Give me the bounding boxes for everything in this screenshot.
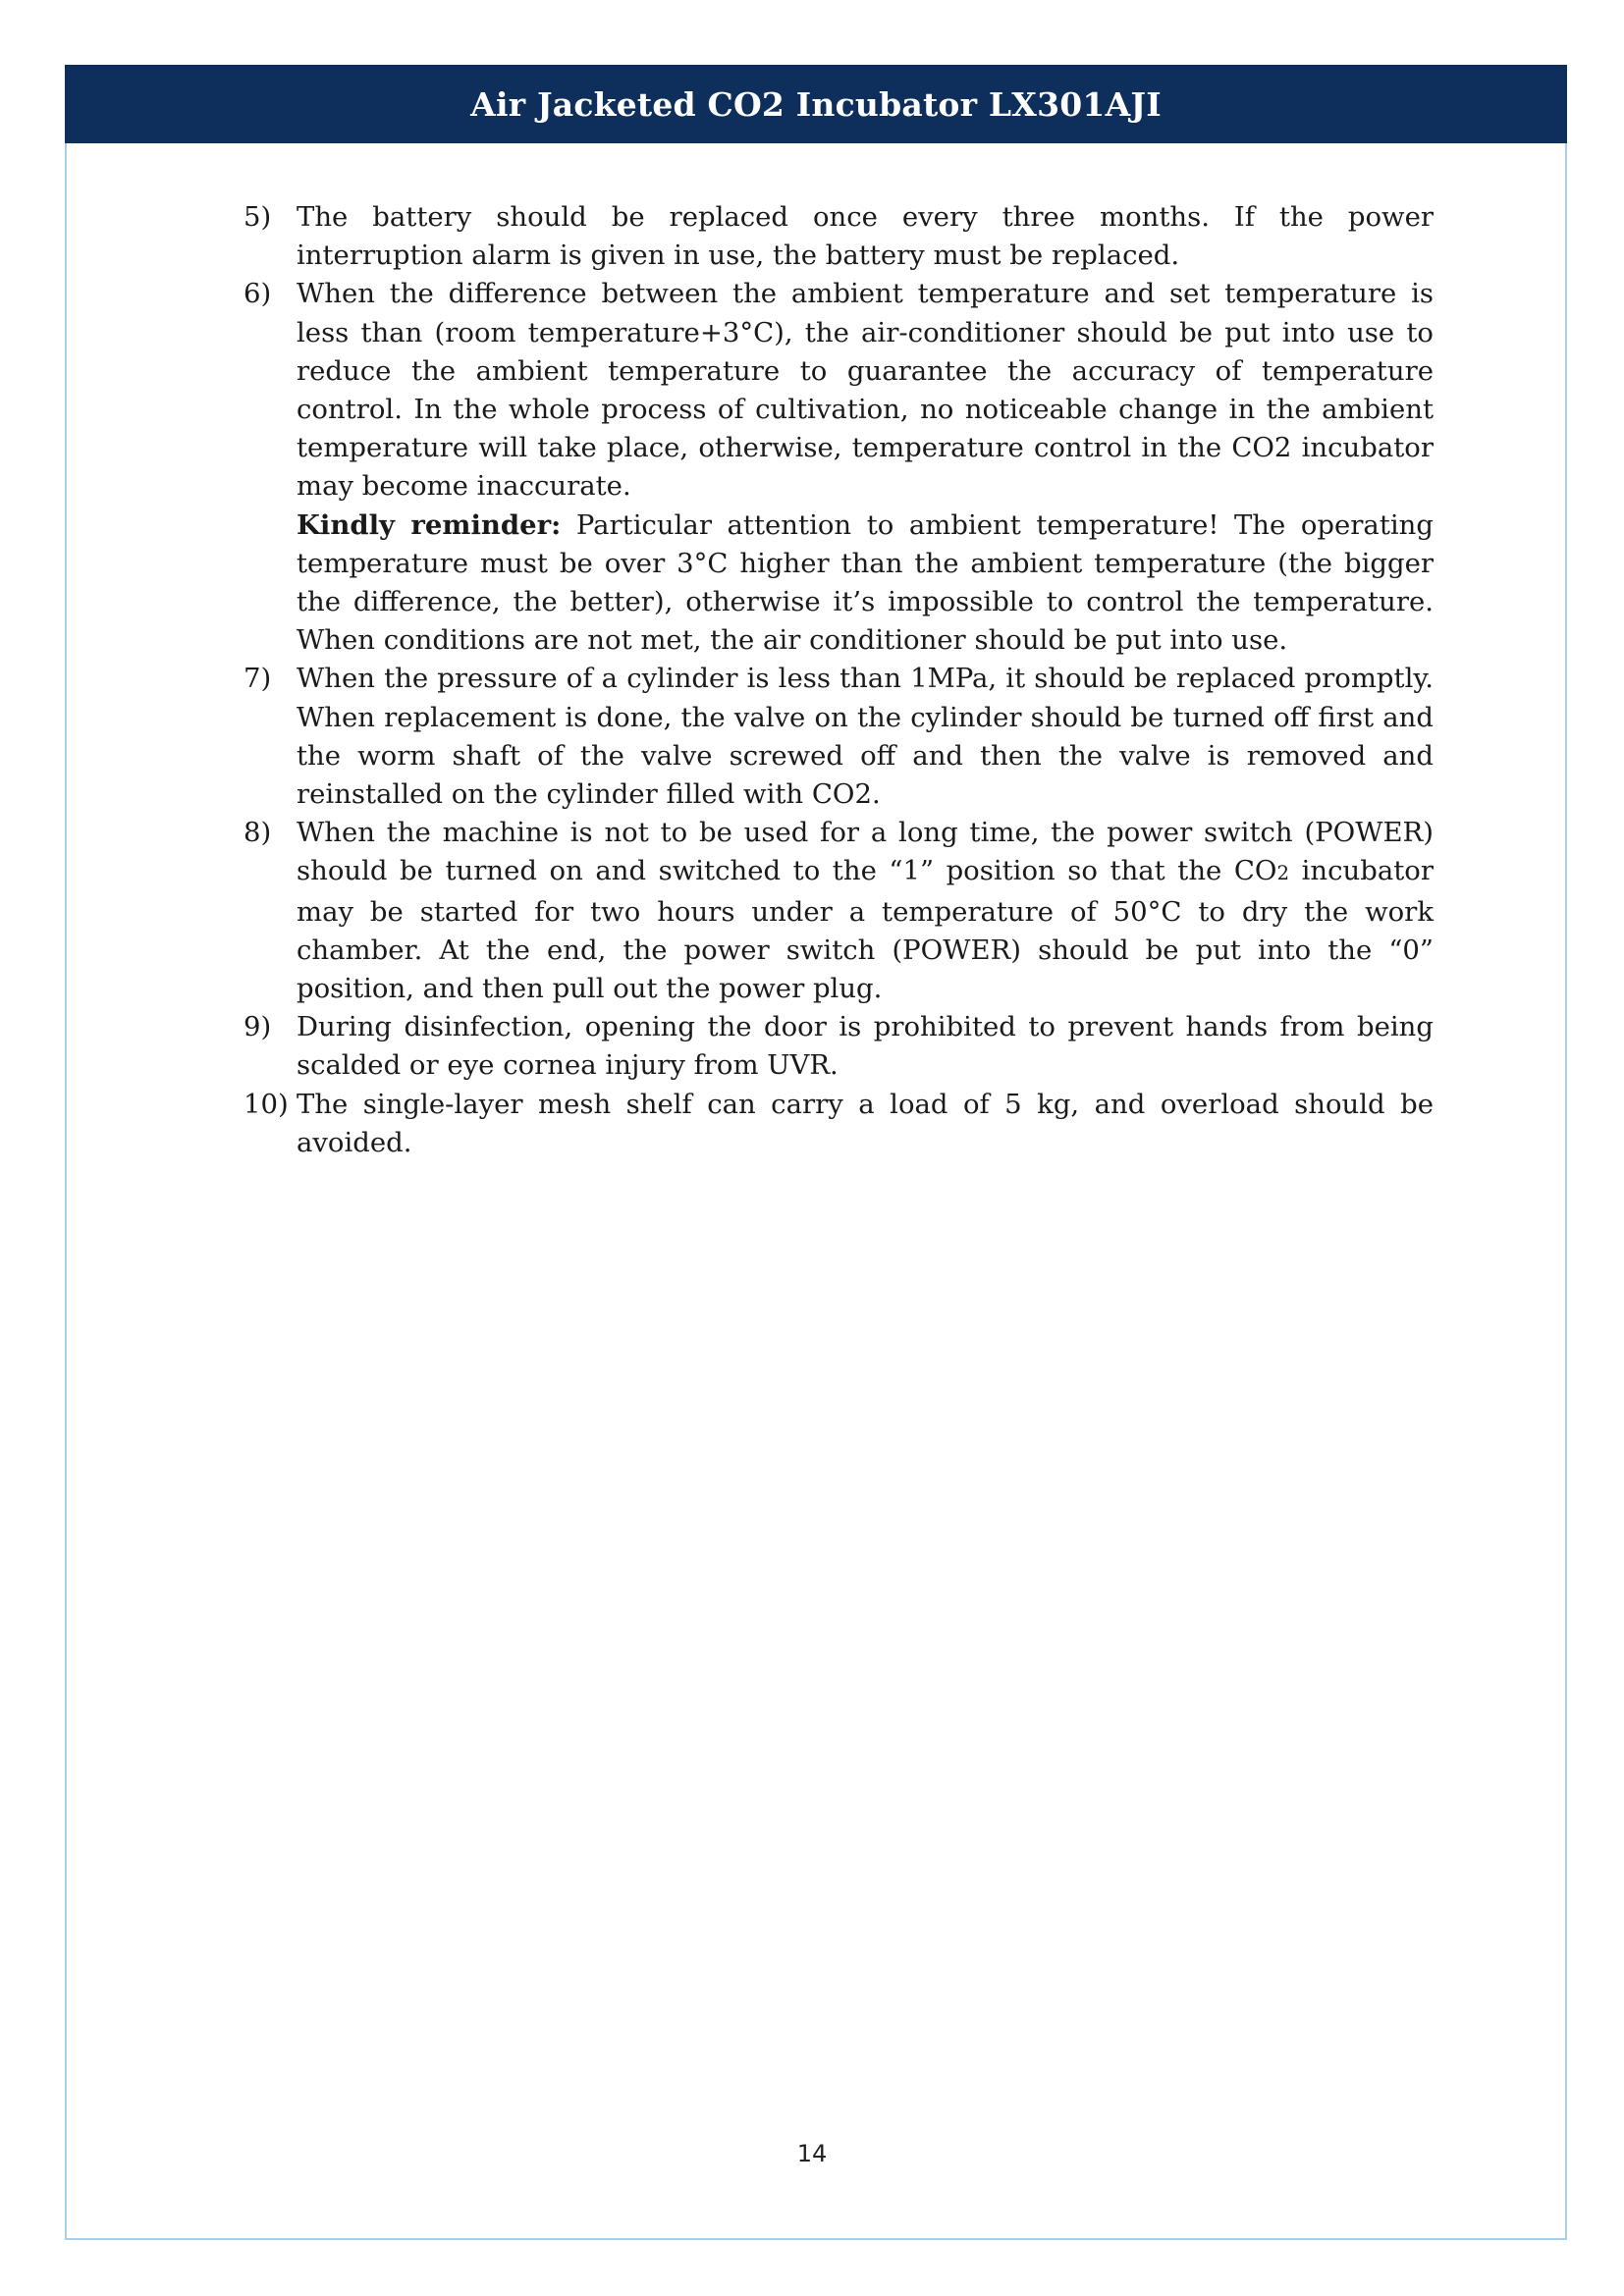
document-header (65, 65, 1567, 143)
document-title: Air Jacketed CO2 Incubator LX301AJI (470, 84, 1162, 124)
list-item (244, 1008, 1434, 1085)
item-number: 7) (244, 663, 272, 695)
item-number: 9) (244, 1011, 272, 1043)
item-text: During disinfection, opening the door is prohibited to prevent hands from being scalded or eye cornea injury from UVR. (297, 1011, 1434, 1082)
item-number: 10) (244, 1088, 289, 1120)
co2-subscript: 2 (1276, 862, 1290, 885)
item-text-part: incubator may be started for two hours under a temperature of 50°C to dry the work chamber. At the end, the power switch (POWER) should be put into the “0” position, and then pull out the power plug. (297, 855, 1434, 1005)
item-number: 6) (244, 278, 272, 310)
list-item (244, 198, 1434, 275)
list-item (244, 275, 1434, 660)
instruction-list (244, 198, 1434, 1162)
list-item (244, 1086, 1434, 1162)
item-text: When the pressure of a cylinder is less than 1MPa, it should be replaced promptly. When replacement is done, the valve on the cylinder should be turned off first and the worm shaft of the valve screwed off and then the valve is removed and reinstalled on the cylinder filled with CO2. (297, 663, 1434, 811)
reminder-label: Kindly reminder: (297, 508, 562, 541)
item-text: The battery should be replaced once every three months. If the power interruption alarm is given in use, the battery must be replaced. (297, 201, 1434, 272)
item-text: When the difference between the ambient temperature and set temperature is less than (room temperature+3°C), the air-conditioner should be put into use to reduce the ambient temperature to guarantee the accuracy of temperature control. In the whole process of cultivation, no noticeable change in the ambient temperature will take place, otherwise, temperature control in the CO2 incubator may become inaccurate. (297, 278, 1434, 503)
item-text-part: When the machine is not to be used for a long time, the power switch (POWER) should be turned on and switched to the “1” position so that the CO (297, 817, 1434, 887)
reminder-text: Particular attention to ambient temperature! The operating temperature must be over 3°C higher than the ambient temperature (the bigger the difference, the better), otherwise it’s impossible to control the temperature. When conditions are not met, the air conditioner should be put into use. (297, 508, 1434, 657)
page-number: 14 (796, 2140, 828, 2167)
list-item (244, 660, 1434, 814)
item-text (297, 814, 1434, 1008)
item-number: 5) (244, 201, 272, 233)
item-text: The single-layer mesh shelf can carry a load of 5 kg, and overload should be avoided. (297, 1088, 1434, 1158)
item-number: 8) (244, 817, 272, 849)
list-item (244, 814, 1434, 1008)
reminder-paragraph (297, 507, 1434, 661)
